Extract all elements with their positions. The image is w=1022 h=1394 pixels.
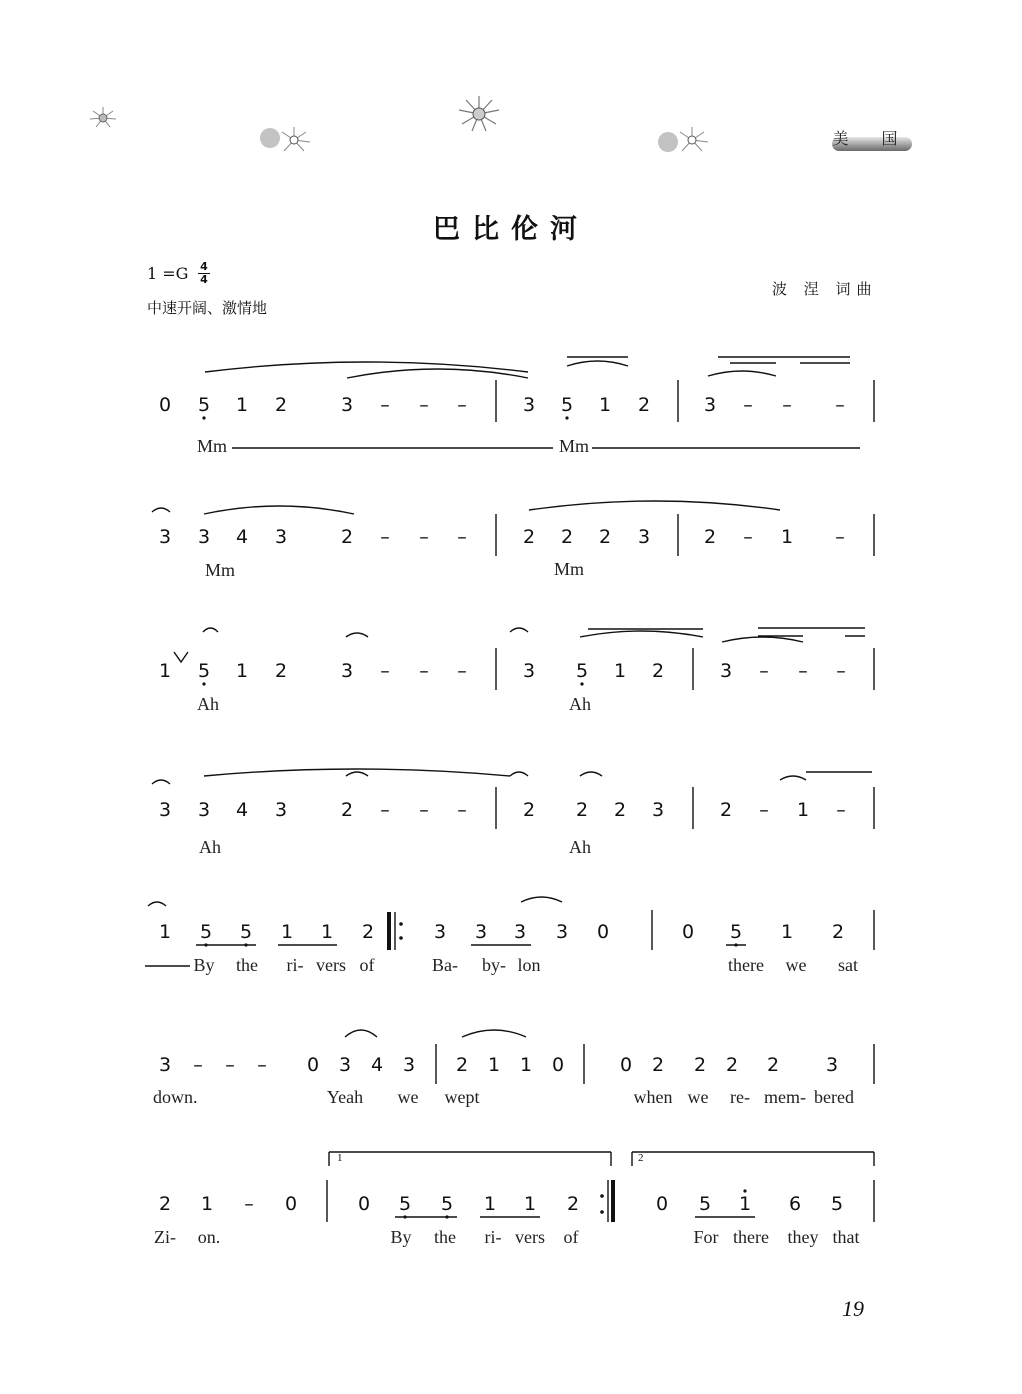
note-number: 3 — [274, 526, 288, 548]
lyric-word: that — [832, 1227, 860, 1247]
note-number: 5 — [830, 1193, 844, 1215]
note-number: 0 — [306, 1054, 320, 1076]
lyric-word: Zi- — [154, 1227, 176, 1247]
note-number: 3 — [197, 799, 211, 821]
note-number: 2 — [455, 1054, 469, 1076]
note-number: 4 — [370, 1054, 384, 1076]
note-number: 3 — [474, 921, 488, 943]
lyric-word: sat — [838, 955, 858, 975]
dash-mark: – — [380, 526, 390, 548]
dash-mark: – — [457, 799, 467, 821]
note-number: 5 — [197, 660, 211, 682]
note-number: 1 — [320, 921, 334, 943]
lyric-word: By — [193, 955, 215, 975]
time-signature-top: 4 — [200, 260, 208, 273]
note-number: 0 — [158, 394, 172, 416]
note-number: 2 — [522, 799, 536, 821]
slur — [204, 506, 354, 514]
note-number: 2 — [361, 921, 375, 943]
note-number: 3 — [522, 394, 536, 416]
slur — [780, 776, 806, 780]
key-signature: 1 =G — [147, 264, 189, 283]
note-number: 0 — [284, 1193, 298, 1215]
note-number: 3 — [158, 526, 172, 548]
note-number: 2 — [651, 660, 665, 682]
dash-mark: – — [759, 660, 769, 682]
note-number: 0 — [619, 1054, 633, 1076]
note-number: 1 — [780, 921, 794, 943]
dash-mark: – — [759, 799, 769, 821]
lyric-word: bered — [814, 1087, 854, 1107]
note-number: 2 — [522, 526, 536, 548]
lyric-word: Ba- — [432, 955, 458, 975]
dash-mark: – — [225, 1054, 235, 1076]
dash-mark: – — [835, 394, 845, 416]
slur — [708, 371, 776, 376]
lyric-word: vers — [515, 1227, 545, 1247]
note-number: 3 — [197, 526, 211, 548]
note-number: 3 — [719, 660, 733, 682]
note-number: 5 — [575, 660, 589, 682]
volta-second-label: 2 — [638, 1152, 644, 1164]
dash-mark: – — [457, 660, 467, 682]
dash-mark: – — [380, 660, 390, 682]
repeat-dot — [399, 922, 403, 926]
note-number: 1 — [519, 1054, 533, 1076]
note-number: 5 — [698, 1193, 712, 1215]
lyric-word: we — [785, 955, 807, 975]
breath-mark — [174, 652, 188, 662]
page-number: 19 — [842, 1296, 864, 1321]
lyric-word: re- — [730, 1087, 750, 1107]
lyric-word: there — [728, 955, 764, 975]
note-number: 0 — [681, 921, 695, 943]
note-number: 3 — [651, 799, 665, 821]
lyric-word: Ah — [569, 837, 591, 857]
slur — [347, 369, 528, 378]
slur — [722, 637, 803, 642]
lyric-word: Mm — [196, 436, 228, 456]
note-number: 5 — [239, 921, 253, 943]
note-number: 1 — [200, 1193, 214, 1215]
lyric-word: we — [397, 1087, 419, 1107]
note-number: 1 — [158, 660, 172, 682]
dash-mark: – — [419, 394, 429, 416]
note-number: 0 — [655, 1193, 669, 1215]
slur — [152, 508, 170, 512]
slur — [346, 633, 368, 637]
slur — [203, 628, 218, 632]
note-number: 2 — [725, 1054, 739, 1076]
dash-mark: – — [743, 394, 753, 416]
octave-dot-below — [202, 682, 205, 685]
lyric-word: by- — [482, 955, 506, 975]
lyric-word: ri- — [286, 955, 304, 975]
slur — [580, 772, 602, 776]
lyric-word: Ah — [197, 694, 219, 714]
note-number: 2 — [274, 660, 288, 682]
note-number: 5 — [398, 1193, 412, 1215]
note-number: 2 — [340, 799, 354, 821]
dash-mark: – — [835, 526, 845, 548]
lyric-word: vers — [316, 955, 346, 975]
slur — [529, 501, 780, 510]
note-number: 3 — [158, 1054, 172, 1076]
note-number: 3 — [555, 921, 569, 943]
composer-credit: 波 涅 词曲 — [772, 280, 878, 298]
note-number: 5 — [729, 921, 743, 943]
dash-mark: – — [244, 1193, 254, 1215]
lyric-word: on. — [197, 1227, 221, 1247]
dash-mark: – — [743, 526, 753, 548]
note-number: 3 — [402, 1054, 416, 1076]
slur — [580, 631, 703, 637]
tempo-marking: 中速开阔、激情地 — [147, 299, 268, 317]
lyric-word: down. — [153, 1087, 198, 1107]
slur — [346, 772, 368, 776]
note-number: 3 — [522, 660, 536, 682]
repeat-dot — [600, 1194, 604, 1198]
octave-dot-below — [580, 682, 583, 685]
note-number: 2 — [831, 921, 845, 943]
dash-mark: – — [419, 799, 429, 821]
note-number: 1 — [280, 921, 294, 943]
note-number: 5 — [199, 921, 213, 943]
note-number: 3 — [274, 799, 288, 821]
lyric-word: wept — [444, 1087, 480, 1107]
lyric-word: Mm — [558, 436, 590, 456]
note-number: 0 — [357, 1193, 371, 1215]
lyric-word: we — [687, 1087, 709, 1107]
dash-mark: – — [457, 526, 467, 548]
note-number: 3 — [338, 1054, 352, 1076]
lyric-word: there — [733, 1227, 769, 1247]
note-number: 2 — [703, 526, 717, 548]
lyric-word: the — [236, 955, 258, 975]
dash-mark: – — [419, 526, 429, 548]
repeat-dot — [399, 936, 403, 940]
lyric-word: By — [390, 1227, 412, 1247]
lyric-word: Ah — [569, 694, 591, 714]
note-number: 1 — [613, 660, 627, 682]
note-number: 1 — [235, 660, 249, 682]
dash-mark: – — [193, 1054, 203, 1076]
note-number: 3 — [158, 799, 172, 821]
note-number: 3 — [825, 1054, 839, 1076]
note-number: 2 — [274, 394, 288, 416]
slur — [510, 772, 528, 776]
note-number: 1 — [796, 799, 810, 821]
note-number: 5 — [197, 394, 211, 416]
note-number: 3 — [340, 394, 354, 416]
note-number: 4 — [235, 526, 249, 548]
lyric-word: Yeah — [326, 1087, 364, 1107]
lyric-word: Mm — [553, 559, 585, 579]
note-number: 1 — [483, 1193, 497, 1215]
note-number: 1 — [598, 394, 612, 416]
note-number: 2 — [566, 1193, 580, 1215]
note-number: 1 — [235, 394, 249, 416]
note-number: 3 — [433, 921, 447, 943]
slur — [567, 361, 628, 366]
dash-mark: – — [836, 660, 846, 682]
slur — [148, 902, 166, 906]
dash-mark: – — [782, 394, 792, 416]
note-number: 3 — [637, 526, 651, 548]
octave-dot-above — [743, 1189, 746, 1192]
dash-mark: – — [380, 394, 390, 416]
note-number: 2 — [340, 526, 354, 548]
volta-first-label: 1 — [337, 1152, 343, 1164]
note-number: 1 — [738, 1193, 752, 1215]
lyric-word: Ah — [199, 837, 221, 857]
slur — [521, 897, 562, 902]
lyric-word: For — [693, 1227, 719, 1247]
note-number: 5 — [560, 394, 574, 416]
note-number: 1 — [487, 1054, 501, 1076]
dash-mark: – — [836, 799, 846, 821]
note-number: 4 — [235, 799, 249, 821]
song-title: 巴比伦河 — [433, 214, 589, 245]
note-number: 2 — [719, 799, 733, 821]
note-number: 3 — [513, 921, 527, 943]
slur — [152, 780, 170, 784]
lyric-word: when — [633, 1087, 673, 1107]
note-number: 5 — [440, 1193, 454, 1215]
dash-mark: – — [257, 1054, 267, 1076]
note-number: 1 — [523, 1193, 537, 1215]
slur — [345, 1030, 377, 1037]
time-signature-bottom: 4 — [200, 273, 208, 286]
note-number: 1 — [158, 921, 172, 943]
dash-mark: – — [419, 660, 429, 682]
lyric-word: the — [434, 1227, 456, 1247]
lyric-word: mem- — [764, 1087, 806, 1107]
note-number: 2 — [575, 799, 589, 821]
octave-dot-below — [202, 416, 205, 419]
note-number: 1 — [780, 526, 794, 548]
lyric-word: Mm — [204, 560, 236, 580]
lyric-word: ri- — [484, 1227, 502, 1247]
note-number: 0 — [596, 921, 610, 943]
slur — [510, 628, 528, 632]
repeat-dot — [600, 1210, 604, 1214]
note-number: 0 — [551, 1054, 565, 1076]
note-number: 3 — [340, 660, 354, 682]
note-number: 2 — [560, 526, 574, 548]
slur — [462, 1030, 526, 1037]
lyric-word: they — [787, 1227, 819, 1247]
lyric-word: of — [563, 1227, 579, 1247]
note-number: 2 — [598, 526, 612, 548]
octave-dot-below — [565, 416, 568, 419]
dash-mark: – — [380, 799, 390, 821]
note-number: 2 — [693, 1054, 707, 1076]
note-number: 2 — [651, 1054, 665, 1076]
note-number: 2 — [766, 1054, 780, 1076]
note-number: 6 — [788, 1193, 802, 1215]
note-number: 2 — [637, 394, 651, 416]
country-label: 美 国 — [832, 129, 912, 148]
lyric-word: lon — [517, 955, 541, 975]
dash-mark: – — [457, 394, 467, 416]
note-number: 2 — [158, 1193, 172, 1215]
lyric-word: of — [359, 955, 375, 975]
dash-mark: – — [798, 660, 808, 682]
note-number: 2 — [613, 799, 627, 821]
note-number: 3 — [703, 394, 717, 416]
